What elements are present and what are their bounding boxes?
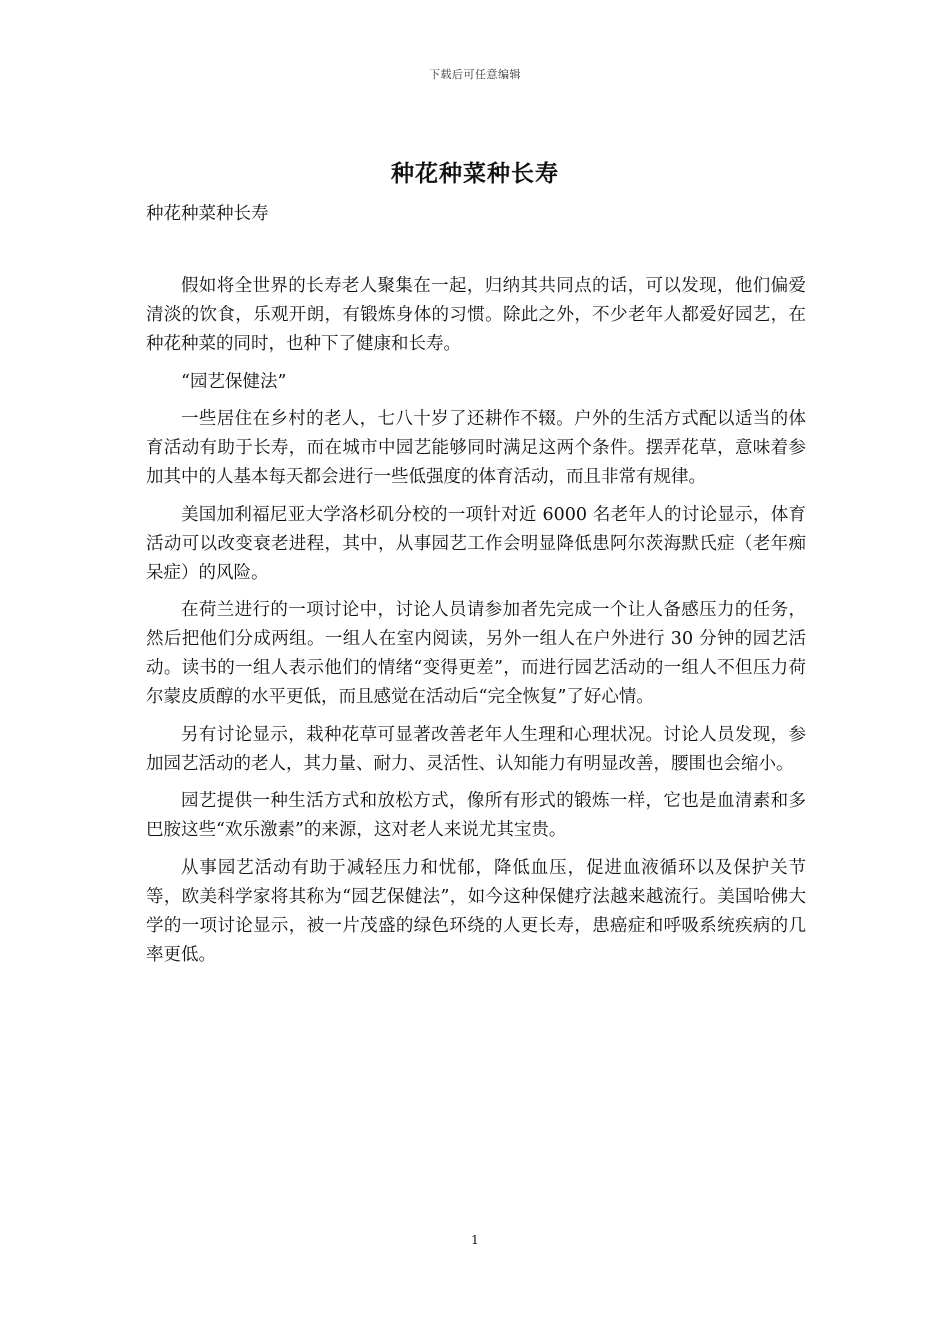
document-subtitle: 种花种菜种长寿 <box>146 204 269 224</box>
paragraph-ucla-study: 美国加利福尼亚大学洛杉矶分校的一项针对近 6000 名老年人的讨论显示，体育活动可以改变衰老进程，其中，从事园艺工作会明显降低患阿尔茨海默氏症（老年痴呆症）的风险。 <box>146 504 806 583</box>
paragraph-intro: 假如将全世界的长寿老人聚集在一起，归纳其共同点的话，可以发现，他们偏爱清淡的饮食，乐观开朗，有锻炼身体的习惯。除此之外，不少老年人都爱好园艺，在种花种菜的同时，也种下了健康和长寿。 <box>146 276 806 354</box>
paragraph-physiology-study: 另有讨论显示，栽种花草可显著改善老年人生理和心理状况。讨论人员发现，参加园艺活动的老人，其力量、耐力、灵活性、认知能力有明显改善，腰围也会缩小。 <box>146 724 806 774</box>
paragraph-happy-hormones: 园艺提供一种生活方式和放松方式，像所有形式的锻炼一样，它也是血清素和多巴胺这些“欢乐激素”的来源，这对老人来说尤其宝贵。 <box>146 791 806 840</box>
document-body <box>146 272 806 978</box>
section-heading: “园艺保健法” <box>181 371 287 392</box>
page-header: 下载后可任意编辑 <box>429 68 521 81</box>
document-title: 种花种菜种长寿 <box>391 160 559 187</box>
paragraph-harvard-study: 从事园艺活动有助于减轻压力和忧郁，降低血压，促进血液循环以及保护关节等，欧美科学家将其称为“园艺保健法”，如今这种保健疗法越来越流行。美国哈佛大学的一项讨论显示，被一片茂盛的绿色环绕的人更长寿，患癌症和呼吸系统疾病的几率更低。 <box>146 857 806 965</box>
page-number: 1 <box>471 1233 479 1247</box>
paragraph-rural-elders: 一些居住在乡村的老人，七八十岁了还耕作不辍。户外的生活方式配以适当的体育活动有助于长寿，而在城市中园艺能够同时满足这两个条件。摆弄花草，意味着参加其中的人基本每天都会进行一些低强度的体育活动，而且非常有规律。 <box>146 409 806 487</box>
paragraph-netherlands-study: 在荷兰进行的一项讨论中，讨论人员请参加者先完成一个让人备感压力的任务，然后把他们分成两组。一组人在室内阅读，另外一组人在户外进行 30 分钟的园艺活动。读书的一组人表示他们的情绪“变得更差”，而进行园艺活动的一组人不但压力荷尔蒙皮质醇的水平更低，而且感觉在活动后“完全恢复”了好心情。 <box>146 600 806 707</box>
